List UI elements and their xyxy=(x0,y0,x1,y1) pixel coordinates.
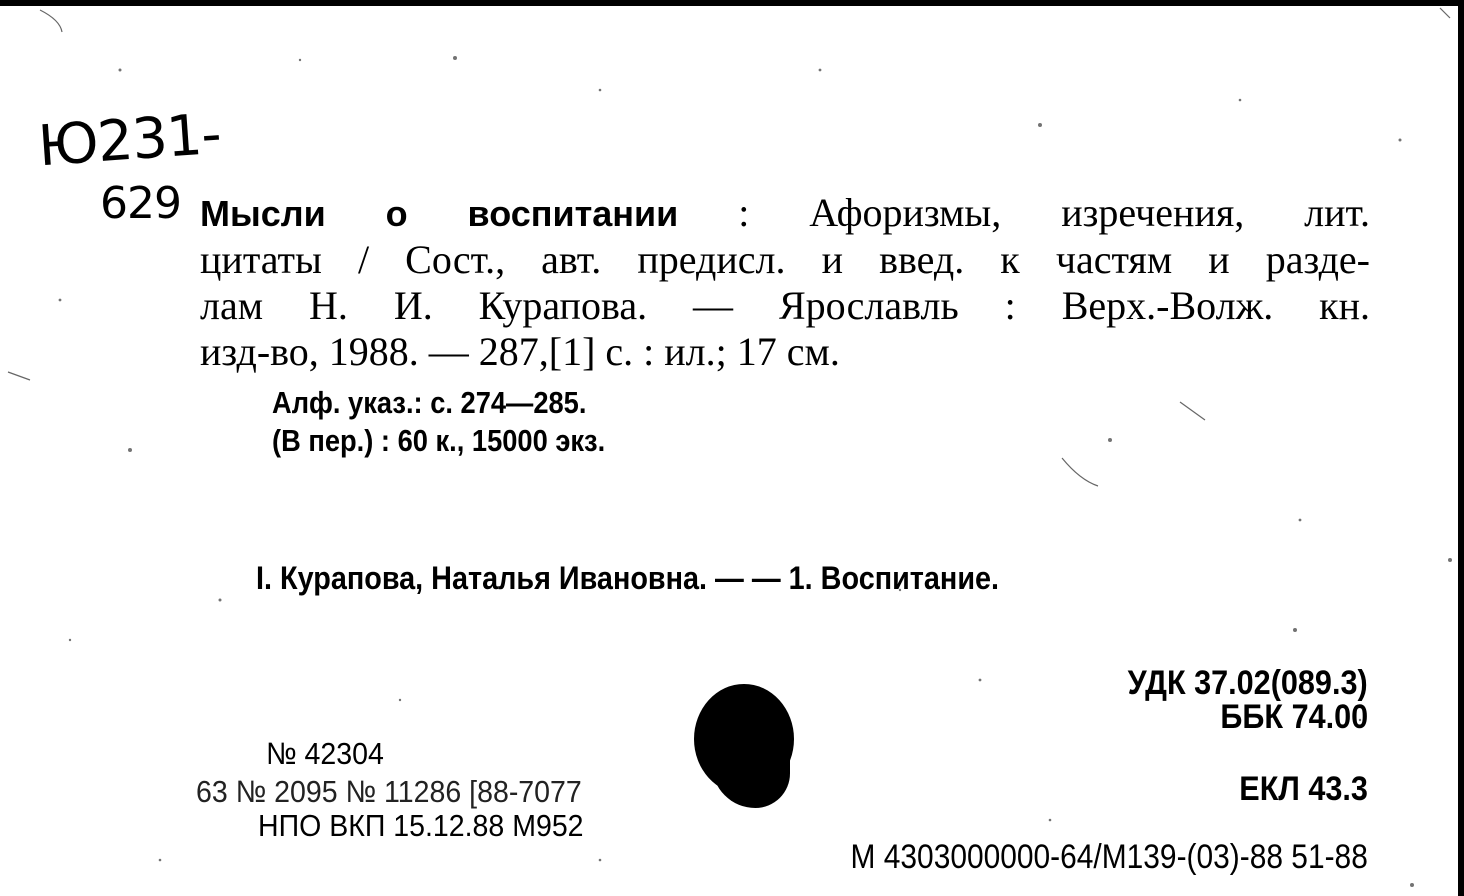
tracing-line: I. Курапова, Наталья Ивановна. — — 1. Воспитание. xyxy=(256,560,1000,596)
printer-line: НПО ВКП 15.12.88 М952 xyxy=(258,808,584,843)
bibliographic-description xyxy=(200,190,1370,375)
description-line-4: изд-во, 1988. — 287,[1] с. : ил.; 17 см. xyxy=(200,329,840,374)
notes-block xyxy=(272,384,651,460)
description-line-2: цитаты / Сост., авт. предисл. и введ. к частям и разде- xyxy=(200,237,1370,282)
description-line-3: лам Н. И. Курапова. — Ярославль : Верх.-Волж. кн. xyxy=(200,283,1370,328)
udk-code: УДК 37.02(089.3) xyxy=(1128,664,1368,702)
description-line-1 xyxy=(200,190,1370,237)
print-order-line: 63 № 2095 № 11286 [88-7077 xyxy=(196,774,582,809)
ekl-code: ЕКЛ 43.3 xyxy=(1239,770,1368,808)
bbk-code: ББК 74.00 xyxy=(1220,698,1368,736)
price-note: (В пер.) : 60 к., 15000 экз. xyxy=(272,423,606,458)
imprint-code: М 4303000000-64/М139-(03)-88 51-88 xyxy=(850,838,1368,876)
card-number: № 42304 xyxy=(266,736,384,771)
index-note: Алф. указ.: с. 274—285. xyxy=(272,385,587,420)
handwritten-shelf-mark: Ю231- xyxy=(35,101,223,180)
book-title: Мысли о воспитании xyxy=(200,193,679,234)
handwritten-shelf-number: 629 xyxy=(100,178,181,229)
title-subtitle: : Афоризмы, изречения, лит. xyxy=(738,190,1370,235)
